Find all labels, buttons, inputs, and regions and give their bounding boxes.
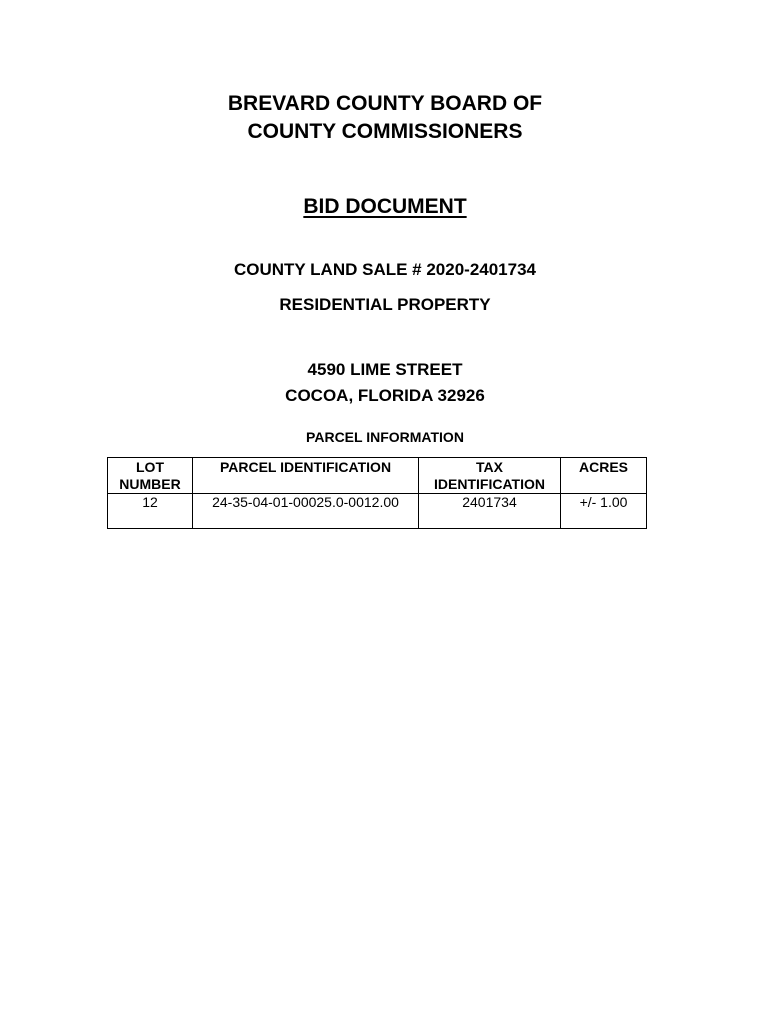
header-tax-line2: IDENTIFICATION: [434, 476, 545, 492]
cell-parcel-identification: 24-35-04-01-00025.0-0012.00: [193, 494, 419, 529]
header-tax-line1: TAX: [476, 459, 503, 475]
header-lot-line1: LOT: [136, 459, 164, 475]
address-city: COCOA, FLORIDA 32926: [285, 386, 485, 405]
address-street: 4590 LIME STREET: [307, 360, 463, 379]
property-type: RESIDENTIAL PROPERTY: [279, 295, 491, 314]
header-line-1: BREVARD COUNTY BOARD OF: [227, 92, 543, 115]
header-tax-identification: [419, 458, 561, 494]
header-lot-number: [108, 458, 193, 494]
parcel-table-header-row: [108, 458, 647, 494]
cell-acres: +/- 1.00: [561, 494, 647, 529]
header-parcel-identification: PARCEL IDENTIFICATION: [193, 458, 419, 494]
header-acres: ACRES: [561, 458, 647, 494]
table-row: [108, 494, 647, 529]
parcel-table-title: PARCEL INFORMATION: [306, 429, 464, 445]
document-title-text: BID DOCUMENT: [303, 195, 467, 218]
cell-tax-identification: 2401734: [419, 494, 561, 529]
header-line-2: COUNTY COMMISSIONERS: [247, 120, 523, 143]
document-title: [0, 193, 770, 221]
cell-lot-number: 12: [108, 494, 193, 529]
header-lot-line2: NUMBER: [119, 476, 181, 492]
sale-number: COUNTY LAND SALE # 2020-2401734: [233, 260, 537, 279]
parcel-table: [107, 457, 647, 529]
